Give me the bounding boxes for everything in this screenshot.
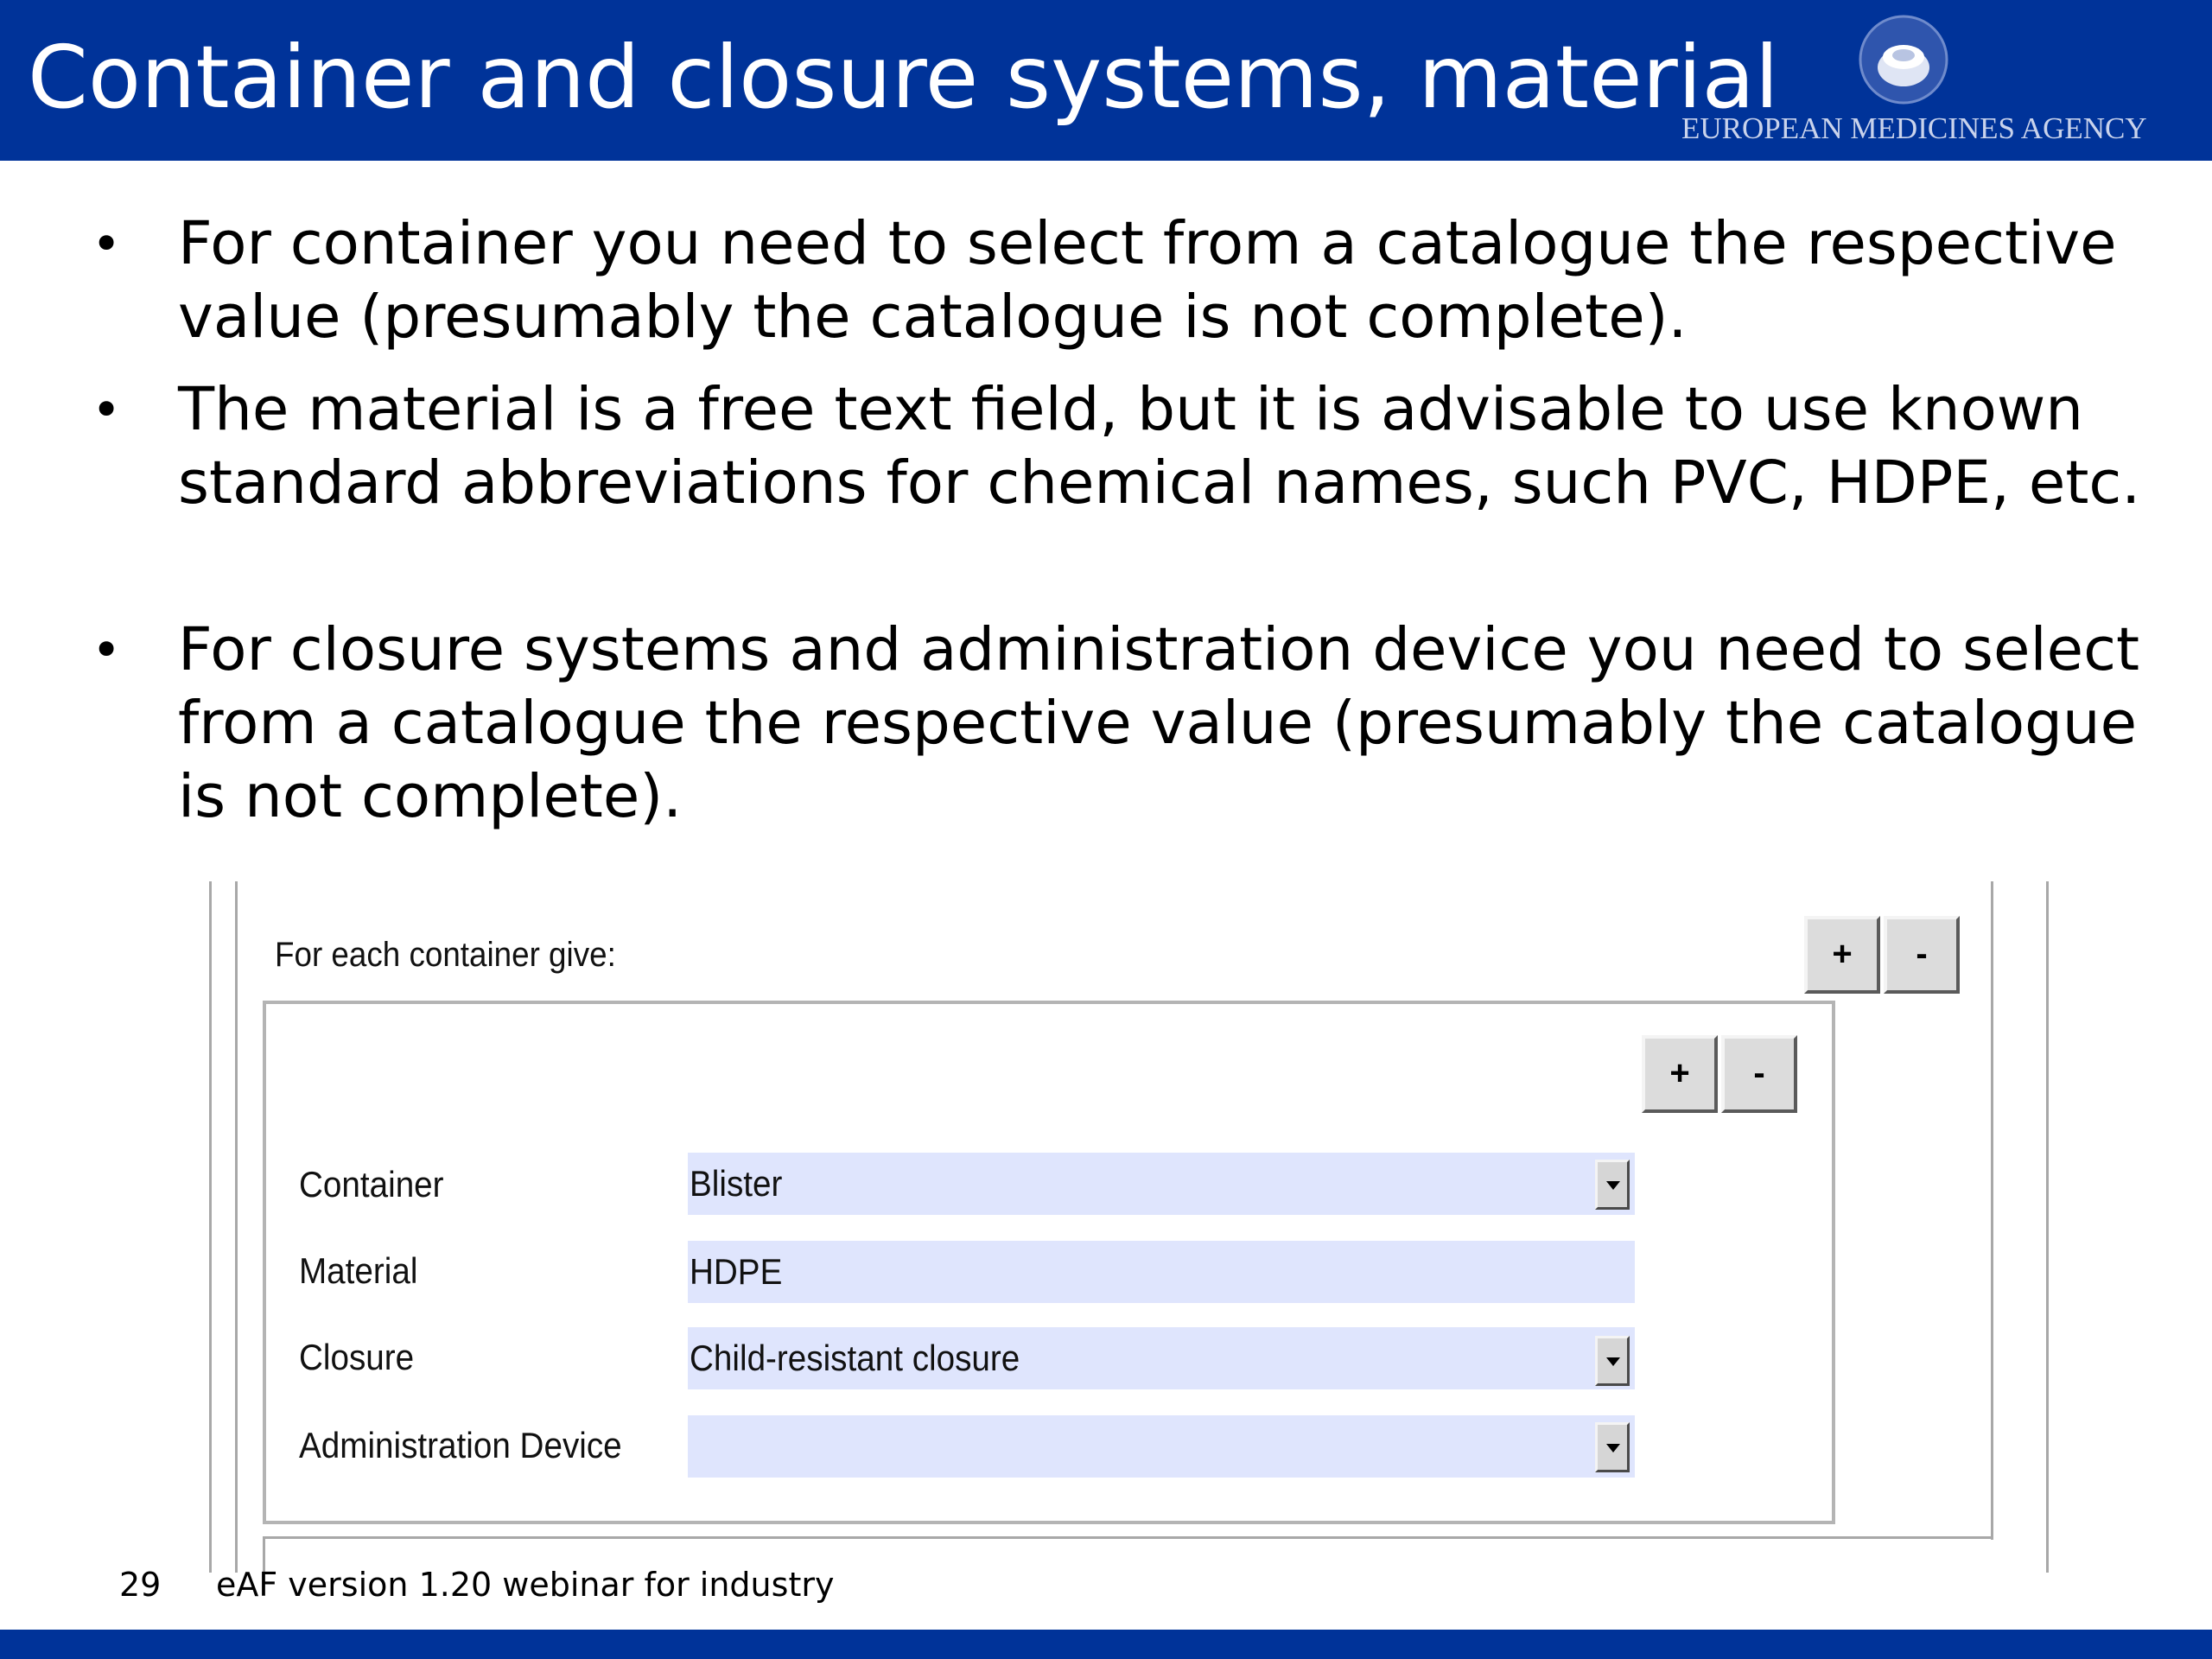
container-label: Container: [299, 1164, 444, 1205]
closure-select[interactable]: [688, 1327, 1635, 1389]
administration-device-label: Administration Device: [299, 1425, 622, 1465]
add-entry-button[interactable]: +: [1642, 1035, 1718, 1113]
bullet-text: The material is a free text field, but it is advisable to use known standard abbreviations for chemical names, such PVC, HDPE, etc.: [178, 375, 2141, 518]
material-label: Material: [299, 1250, 418, 1291]
material-value: HDPE: [690, 1251, 783, 1292]
slide-number: 29: [119, 1566, 162, 1604]
frame-line: [209, 881, 212, 1573]
bullet-text: For closure systems and administration device you need to select from a catalogue the respective value (presumably the catalogue is not complete).: [178, 615, 2140, 831]
material-field[interactable]: [688, 1241, 1635, 1303]
footer-text: eAF version 1.20 webinar for industry: [216, 1566, 835, 1604]
frame-line: [1991, 881, 1993, 1540]
footer-band: [0, 1630, 2212, 1659]
slide-title: Container and closure systems, material: [28, 27, 1779, 128]
frame-line: [235, 881, 238, 1573]
bullet-marker: •: [92, 214, 122, 273]
closure-value: Child-resistant closure: [690, 1338, 1020, 1378]
container-section-heading: For each container give:: [275, 936, 616, 974]
form-screenshot: [206, 881, 2055, 1573]
container-value: Blister: [690, 1163, 783, 1204]
bullet-marker: •: [92, 620, 122, 679]
bullet-marker: •: [92, 380, 122, 439]
administration-device-select[interactable]: [688, 1415, 1635, 1478]
frame-line: [263, 1536, 1993, 1539]
administration-device-dropdown-button[interactable]: [1595, 1422, 1630, 1472]
frame-line: [2046, 881, 2049, 1573]
closure-label: Closure: [299, 1337, 415, 1377]
closure-dropdown-button[interactable]: [1595, 1336, 1630, 1386]
remove-entry-button[interactable]: -: [1721, 1035, 1797, 1113]
add-container-button[interactable]: +: [1804, 916, 1880, 994]
remove-container-button[interactable]: -: [1884, 916, 1960, 994]
container-dropdown-button[interactable]: [1595, 1160, 1630, 1210]
bullet-text: For container you need to select from a catalogue the respective value (presumably the catalogue is not complete).: [178, 209, 2117, 352]
agency-name: EUROPEAN MEDICINES AGENCY: [1681, 111, 2147, 145]
container-select[interactable]: [688, 1153, 1635, 1215]
